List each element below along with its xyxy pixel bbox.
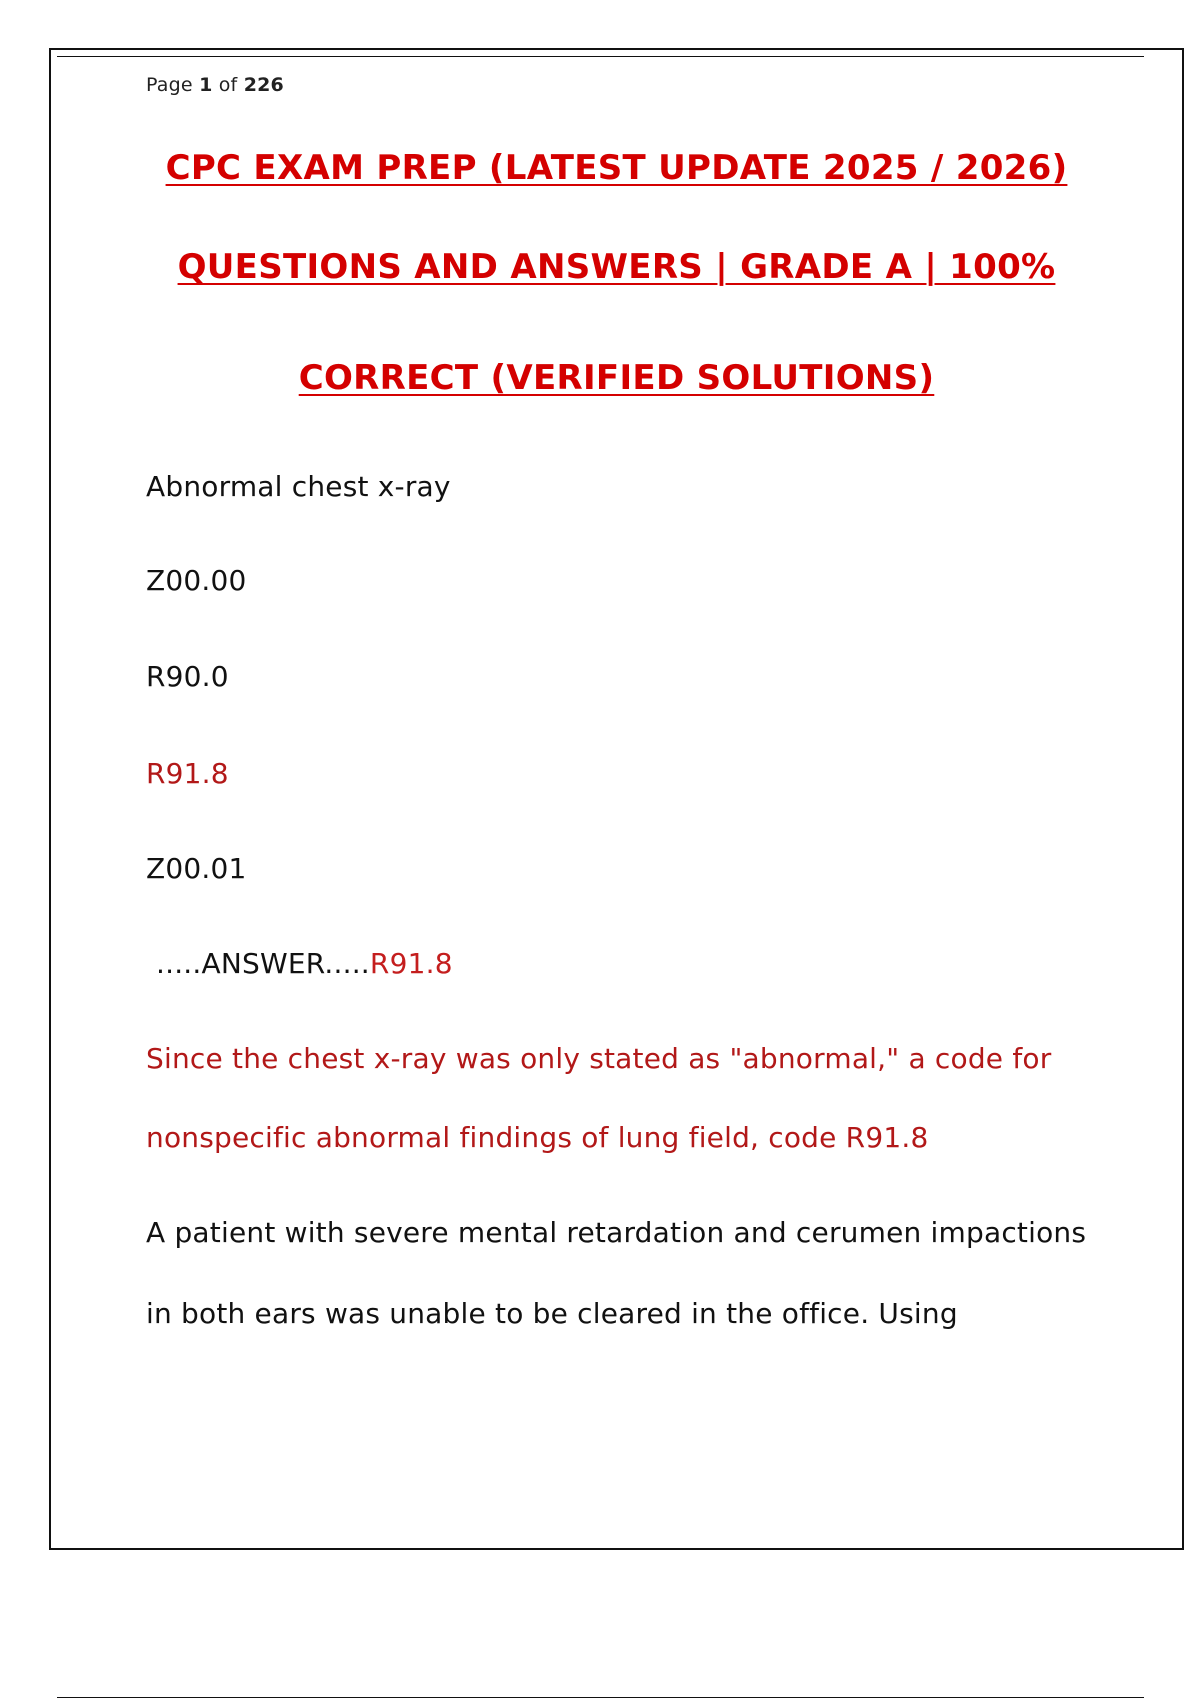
document-title-line-3: CORRECT (VERIFIED SOLUTIONS) <box>298 358 935 398</box>
question-prompt: Abnormal chest x-ray <box>146 470 451 503</box>
page-total: 226 <box>243 74 284 96</box>
answer-option: Z00.01 <box>146 852 247 885</box>
answer-option: Z00.00 <box>146 564 247 597</box>
page-counter <box>146 74 284 96</box>
question-2-line-2: in both ears was unable to be cleared in the office. Using <box>146 1297 958 1330</box>
answer-option: R90.0 <box>146 660 229 693</box>
top-rule <box>57 56 1144 57</box>
page-of: of <box>218 74 238 96</box>
page-current: 1 <box>199 74 213 96</box>
explanation-line-1: Since the chest x-ray was only stated as "abnormal," a code for <box>146 1042 1052 1075</box>
document-title-line-2: QUESTIONS AND ANSWERS | GRADE A | 100% <box>177 247 1056 287</box>
answer-value: R91.8 <box>369 947 453 980</box>
bottom-rule <box>57 1697 1144 1698</box>
answer-line <box>156 947 453 980</box>
answer-option-correct: R91.8 <box>146 757 229 790</box>
document-title-line-1: CPC EXAM PREP (LATEST UPDATE 2025 / 2026) <box>165 148 1068 188</box>
page-prefix: Page <box>146 74 193 96</box>
question-2-line-1: A patient with severe mental retardation and cerumen impactions <box>146 1216 1087 1249</box>
explanation-line-2: nonspecific abnormal findings of lung field, code R91.8 <box>146 1121 929 1154</box>
answer-prefix: .....ANSWER..... <box>156 947 370 980</box>
